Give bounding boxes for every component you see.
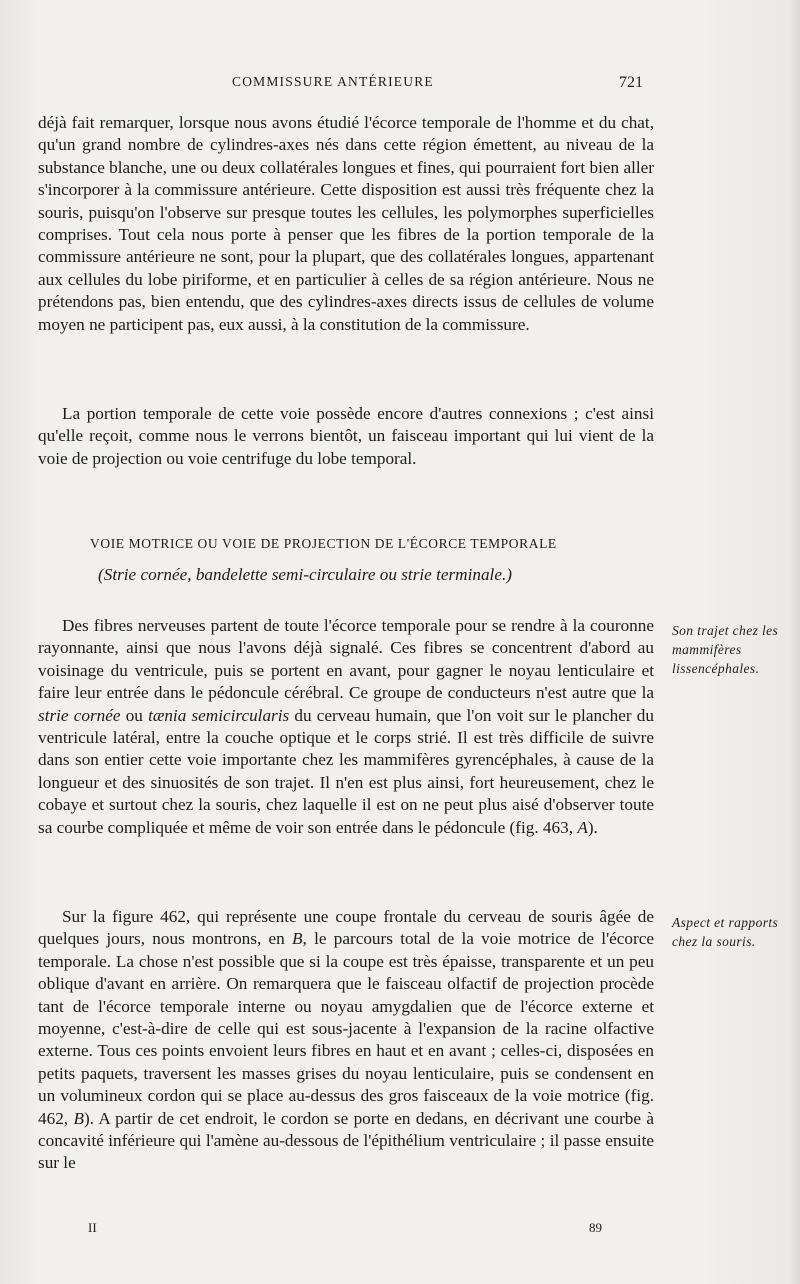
figure-ref-a: A	[577, 817, 588, 837]
footer-signature: II	[88, 1220, 97, 1235]
text-block-2	[38, 403, 654, 470]
page-number: 721	[619, 74, 643, 91]
margin-note-trajet: Son trajet chez les mammifères lissencéphales.	[672, 623, 779, 676]
paragraph-4-text-c: ). A partir de cet endroit, le cordon se porte en dedans, en décrivant une courbe à concavité inférieure qui l'amène au-dessous de l'épithélium ventriculaire ; il passe ensuite sur le	[38, 1108, 654, 1173]
figure-ref-b-1: B	[292, 929, 303, 949]
paragraph-3	[38, 615, 654, 839]
paragraph-3-text-d: ).	[587, 817, 598, 837]
paragraph-1: déjà fait remarquer, lorsque nous avons étudié l'écorce temporale de l'homme et du chat, qu'un grand nombre de cylindres-axes nés dans cette région émettent, au niveau de la substance blanche, une ou deux collatérales longues et fines, qui pourraient fort bien aller s'incorporer à la commissure antérieure. Cette disposition est aussi très fréquente chez la souris, puisqu'on l'observe sur presque toutes les cellules, les polymorphes superficielles comprises. Tout cela nous porte à penser que les fibres de la portion temporale de la commissure antérieure ne sont, pour la plupart, que des collatérales longues, appartenant aux cellules du lobe piriforme, et en particulier à celles de sa région antérieure. Nous ne prétendons pas, bien entendu, que des cylindres-axes directs issus de cellules de volume moyen ne participent pas, eux aussi, à la constitution de la commissure.	[38, 113, 654, 334]
paragraph-3-text-a: Des fibres nerveuses partent de toute l'écorce temporale pour se rendre à la couronne rayonnante, ainsi que nous l'avons déjà signalé. Ces fibres se concentrent d'abord au voisinage du ventricule, puis se portent en avant, pour gagner le noyau lenticulaire et faire leur entrée dans le pédoncule cérébral. Ce groupe de conducteurs n'est autre que la	[38, 616, 654, 703]
text-block-4	[38, 906, 654, 1175]
text-block-3	[38, 615, 654, 839]
section-subtitle: (Strie cornée, bandelette semi-circulaire ou strie terminale.)	[98, 565, 512, 584]
running-head	[0, 74, 800, 94]
term-taenia: tænia semicircularis	[148, 705, 290, 725]
running-title: COMMISSURE ANTÉRIEURE	[232, 74, 434, 89]
paragraph-4	[38, 906, 654, 1175]
figure-ref-b-2: B	[73, 1108, 84, 1128]
term-strie-cornee: strie cornée	[38, 705, 121, 725]
paragraph-3-text-c: du cerveau humain, que l'on voit sur le plancher du ventricule latéral, entre la couche optique et le corps strié. Il est très difficile de suivre dans son entier cette voie importante chez les mammifères gyrencéphales, à cause de la longueur et des sinuosités de son trajet. Il n'en est plus ainsi, fort heureusement, chez le cobaye et surtout chez la souris, chez laquelle il est on ne peut plus aisé d'observer toute sa courbe compliquée et même de voir son entrée dans le pédoncule (fig. 463,	[38, 705, 654, 837]
paragraph-2: La portion temporale de cette voie possède encore d'autres connexions ; c'est ainsi qu'elle reçoit, comme nous le verrons bientôt, un faisceau important qui lui vient de la voie de projection ou voie centrifuge du lobe temporal.	[38, 404, 654, 468]
paragraph-3-text-b: ou	[120, 705, 149, 725]
footer-sheet-number: 89	[589, 1220, 602, 1235]
section-heading: VOIE MOTRICE OU VOIE DE PROJECTION DE L'ÉCORCE TEMPORALE	[90, 536, 557, 551]
paragraph-4-text-a: Sur la figure 462, qui représente une coupe frontale du cerveau de souris âgée de quelques jours, nous montrons, en	[38, 907, 654, 949]
paragraph-4-text-b: , le parcours total de la voie motrice de l'écorce temporale. La chose n'est possible que si la coupe est très épaisse, transparente et un peu oblique d'avant en arrière. On remarquera que le faisceau olfactif de projection procède tant de l'écorce temporale interne ou noyau amygdalien que de l'écorce externe et moyenne, c'est-à-dire de celle qui est sous-jacente à l'expansion de la racine olfactive externe. Tous ces points envoient leurs fibres en haut et en avant ; celles-ci, disposées en petits paquets, traversent les masses grises du noyau lenticulaire, puis se condensent en un volumineux cordon qui se place au-dessus des gros faisceaux de la voie motrice (fig. 462,	[38, 929, 654, 1128]
margin-note-aspect: Aspect et rapports chez la souris.	[672, 915, 779, 949]
text-block-1	[38, 112, 654, 336]
